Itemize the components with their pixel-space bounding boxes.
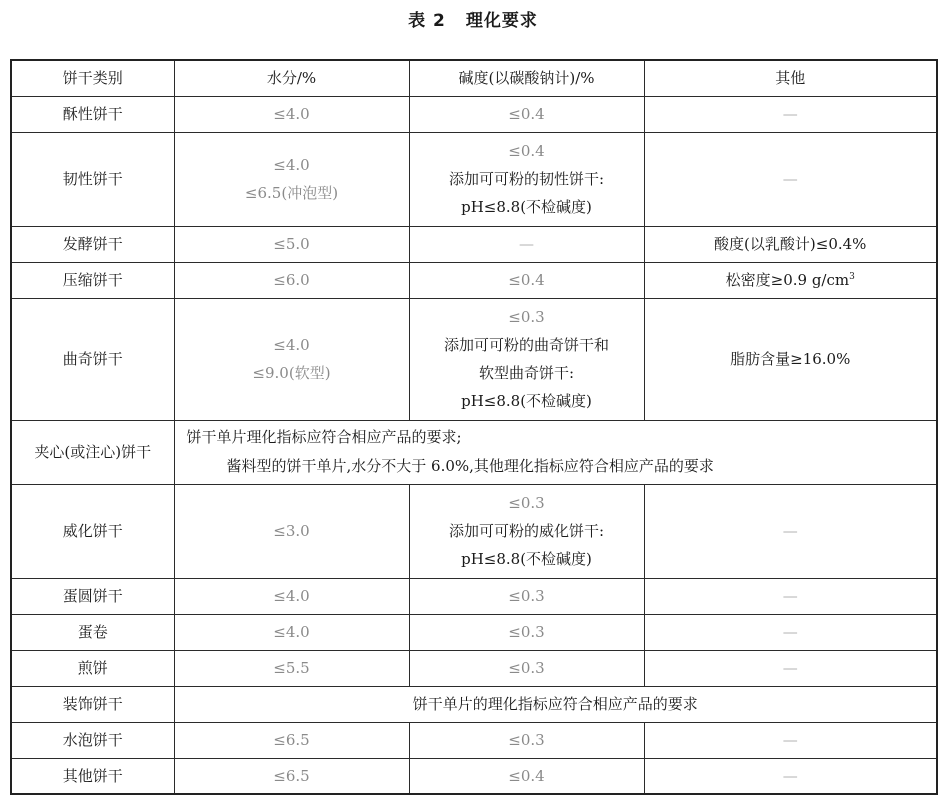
table-row <box>11 226 937 262</box>
table-row <box>11 298 937 420</box>
alkalinity-cell: ≤0.4 <box>409 758 644 794</box>
header-moisture: 水分/% <box>174 60 409 96</box>
moisture-cell: ≤6.5 <box>174 722 409 758</box>
moisture-line: ≤4.0 <box>273 336 310 354</box>
moisture-cell: ≤5.0 <box>174 226 409 262</box>
alkalinity-cell: ≤0.3 <box>409 650 644 686</box>
moisture-cell: ≤3.0 <box>174 484 409 578</box>
other-cell: — <box>644 650 937 686</box>
moisture-cell: ≤5.5 <box>174 650 409 686</box>
alkalinity-line: 添加可可粉的韧性饼干: <box>448 170 605 188</box>
category-cell: 装饰饼干 <box>11 686 174 722</box>
moisture-cell: ≤6.0 <box>174 262 409 298</box>
category-cell: 曲奇饼干 <box>11 298 174 420</box>
alkalinity-line: 软型曲奇饼干: <box>478 364 575 382</box>
alkalinity-cell: ≤0.3 <box>409 722 644 758</box>
category-cell: 蛋卷 <box>11 614 174 650</box>
alkalinity-cell <box>409 132 644 226</box>
category-cell: 发酵饼干 <box>11 226 174 262</box>
alkalinity-cell: — <box>409 226 644 262</box>
header-category: 饼干类别 <box>11 60 174 96</box>
header-row <box>11 60 937 96</box>
alkalinity-line: pH≤8.8(不检碱度) <box>461 198 592 216</box>
unit-superscript: 3 <box>849 272 855 282</box>
table-row <box>11 758 937 794</box>
category-cell: 韧性饼干 <box>11 132 174 226</box>
other-cell: — <box>644 578 937 614</box>
category-cell: 蛋圆饼干 <box>11 578 174 614</box>
alkalinity-line: pH≤8.8(不检碱度) <box>461 392 592 410</box>
alkalinity-cell <box>409 298 644 420</box>
other-cell: — <box>644 96 937 132</box>
table-row <box>11 722 937 758</box>
moisture-cell <box>174 298 409 420</box>
alkalinity-line: pH≤8.8(不检碱度) <box>461 550 592 568</box>
alkalinity-cell: ≤0.3 <box>409 578 644 614</box>
other-cell: — <box>644 758 937 794</box>
table-row <box>11 614 937 650</box>
table-row <box>11 96 937 132</box>
requirement-line: 饼干单片理化指标应符合相应产品的要求; <box>186 428 462 446</box>
table-row <box>11 420 937 484</box>
other-cell: 酸度(以乳酸计)≤0.4% <box>644 226 937 262</box>
moisture-line: ≤4.0 <box>273 156 310 174</box>
table-row <box>11 578 937 614</box>
other-cell <box>644 262 937 298</box>
merged-requirement-cell <box>174 420 937 484</box>
alkalinity-cell: ≤0.4 <box>409 96 644 132</box>
moisture-cell: ≤4.0 <box>174 578 409 614</box>
alkalinity-line: 添加可可粉的威化饼干: <box>448 522 605 540</box>
alkalinity-cell: ≤0.3 <box>409 614 644 650</box>
table-row <box>11 262 937 298</box>
physicochemical-requirements-table <box>10 59 938 795</box>
header-other: 其他 <box>644 60 937 96</box>
category-cell: 夹心(或注心)饼干 <box>11 420 174 484</box>
alkalinity-line: 添加可可粉的曲奇饼干和 <box>443 336 609 354</box>
category-cell: 酥性饼干 <box>11 96 174 132</box>
moisture-line: ≤9.0(软型) <box>252 364 331 382</box>
category-cell: 威化饼干 <box>11 484 174 578</box>
category-cell: 煎饼 <box>11 650 174 686</box>
table-row <box>11 132 937 226</box>
table-caption <box>0 6 946 31</box>
alkalinity-line: ≤0.3 <box>508 494 545 512</box>
bulk-density-text: 松密度≥0.9 g/cm <box>725 271 850 289</box>
table-title: 理化要求 <box>465 11 538 31</box>
moisture-cell <box>174 132 409 226</box>
alkalinity-line: ≤0.4 <box>508 142 545 160</box>
other-cell: — <box>644 722 937 758</box>
table-row <box>11 650 937 686</box>
category-cell: 水泡饼干 <box>11 722 174 758</box>
moisture-line: ≤6.5(冲泡型) <box>244 184 339 202</box>
header-alkalinity: 碱度(以碳酸钠计)/% <box>409 60 644 96</box>
other-cell: — <box>644 484 937 578</box>
requirement-line: 酱料型的饼干单片,水分不大于 6.0%,其他理化指标应符合相应产品的要求 <box>226 457 714 475</box>
table-row <box>11 686 937 722</box>
table-number: 表 2 <box>408 11 446 31</box>
moisture-cell: ≤4.0 <box>174 96 409 132</box>
other-cell: — <box>644 132 937 226</box>
table-row <box>11 484 937 578</box>
moisture-cell: ≤4.0 <box>174 614 409 650</box>
moisture-cell: ≤6.5 <box>174 758 409 794</box>
other-cell: — <box>644 614 937 650</box>
merged-requirement-cell: 饼干单片的理化指标应符合相应产品的要求 <box>174 686 937 722</box>
alkalinity-cell: ≤0.4 <box>409 262 644 298</box>
category-cell: 其他饼干 <box>11 758 174 794</box>
other-cell: 脂肪含量≥16.0% <box>644 298 937 420</box>
alkalinity-line: ≤0.3 <box>508 308 545 326</box>
category-cell: 压缩饼干 <box>11 262 174 298</box>
alkalinity-cell <box>409 484 644 578</box>
